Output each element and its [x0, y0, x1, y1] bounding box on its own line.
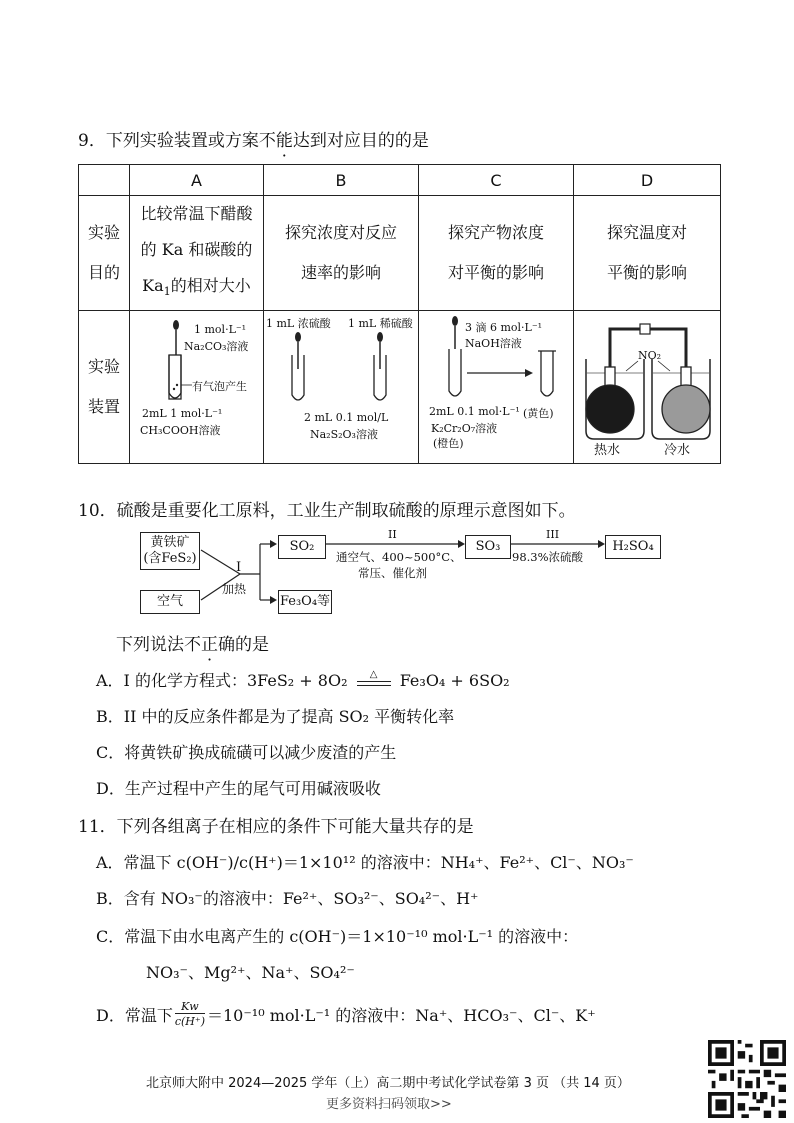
note-a: 有气泡产生 — [192, 380, 247, 394]
q10-option-d: D．生产过程中产生的尾气可用碱液吸收 — [96, 779, 381, 798]
reagent-a-name: Na₂CO₃溶液 — [184, 340, 249, 354]
box-pyrite: 黄铁矿 (含FeS₂) — [140, 532, 200, 570]
goal-d: 探究温度对 平衡的影响 — [574, 196, 721, 311]
solution-c-conc: 2mL 0.1 mol·L⁻¹ — [429, 405, 520, 419]
goal-c: 探究产物浓度 对平衡的影响 — [419, 196, 574, 311]
reagent-a-conc: 1 mol·L⁻¹ — [194, 323, 247, 337]
fraction-kw: Kw c(H⁺) — [174, 1000, 205, 1028]
q10-option-c: C．将黄铁矿换成硫磺可以减少废渣的产生 — [96, 743, 397, 762]
q10-option-a: A．I 的化学方程式：3FeS₂ + 8O₂ △ Fe₃O₄ + 6SO₂ — [96, 669, 510, 690]
apparatus-b — [264, 311, 419, 464]
step-1-label: I — [236, 560, 242, 575]
row-label-goal: 实验 目的 — [79, 196, 130, 311]
col-header-b: B — [264, 165, 419, 196]
footer-more-resources[interactable]: 更多资料扫码领取>> — [326, 1097, 452, 1112]
question-11-stem: 11．下列各组离子在相应的条件下可能大量共存的是 — [78, 817, 474, 837]
solution-a-conc: 2mL 1 mol·L⁻¹ — [142, 407, 223, 421]
q11-option-a: A．常温下 c(OH⁻)/c(H⁺)＝1×10¹² 的溶液中：NH₄⁺、Fe²⁺、Cl⁻、NO₃⁻ — [96, 853, 634, 872]
row-label-apparatus: 实验 装置 — [79, 311, 130, 464]
col-header-d: D — [574, 165, 721, 196]
step-3-label: III — [546, 528, 560, 541]
box-h2so4: H₂SO₄ — [605, 535, 661, 559]
reagent-c-name: NaOH溶液 — [465, 337, 522, 351]
experiment-table — [78, 164, 721, 464]
q11-option-d: D．常温下 Kw c(H⁺) ＝10⁻¹⁰ mol·L⁻¹ 的溶液中：Na⁺、HCO₃⁻、Cl⁻、K⁺ — [96, 1000, 596, 1028]
box-so2: SO₂ — [278, 535, 326, 559]
cold-water-label: 冷水 — [664, 443, 691, 459]
goal-a: 比较常温下醋酸 的 Ka 和碳酸的 $Ka_1$的相对大小 — [130, 196, 264, 311]
apparatus-c — [419, 311, 574, 464]
apparatus-a — [130, 311, 264, 464]
q10-option-b: B．II 中的反应条件都是为了提高 SO₂ 平衡转化率 — [96, 707, 455, 726]
solution-b-conc: 2 mL 0.1 mol/L — [304, 411, 389, 425]
box-so3: SO₃ — [465, 535, 511, 559]
col-header-c: C — [419, 165, 574, 196]
gas-label: NO₂ — [638, 349, 662, 363]
col-header-a: A — [130, 165, 264, 196]
box-fe3o4: Fe₃O₄等 — [278, 590, 332, 614]
qr-code-icon[interactable] — [708, 1040, 786, 1118]
box-air: 空气 — [140, 590, 200, 614]
apparatus-d — [574, 311, 721, 464]
q11-option-b: B．含有 NO₃⁻的溶液中：Fe²⁺、SO₃²⁻、SO₄²⁻、H⁺ — [96, 889, 479, 908]
step-2-label: II — [388, 528, 397, 541]
footer-page-info: 北京师大附中 2024—2025 学年（上）高二期中考试化学试卷第 3 页 （共 14 页） — [146, 1076, 630, 1091]
reagent-c-conc: 3 滴 6 mol·L⁻¹ — [465, 321, 543, 335]
step-2-conditions-a: 通空气、400~500°C、 — [336, 550, 462, 564]
solution-c-color: (橙色) — [433, 437, 464, 451]
step-2-conditions-b: 常压、催化剂 — [358, 566, 427, 580]
step-3-conditions: 98.3%浓硫酸 — [512, 550, 584, 564]
reagent-b-left: 1 mL 浓硫酸 — [266, 317, 331, 331]
heat-label: 加热 — [222, 582, 247, 596]
solution-b-name: Na₂S₂O₃溶液 — [310, 428, 378, 442]
solution-c-name: K₂Cr₂O₇溶液 — [431, 422, 498, 436]
q11-option-c-line1: C．常温下由水电离产生的 c(OH⁻)＝1×10⁻¹⁰ mol·L⁻¹ 的溶液中： — [96, 927, 579, 946]
question-10-stem: 10．硫酸是重要化工原料，工业生产制取硫酸的原理示意图如下。 — [78, 501, 576, 521]
table-corner-cell — [79, 165, 130, 196]
question-10-ask: 下列说法不正确的是 — [116, 635, 269, 655]
hot-water-label: 热水 — [594, 443, 621, 459]
product-c-color: (黄色) — [523, 407, 554, 421]
solution-a-name: CH₃COOH溶液 — [140, 424, 221, 438]
question-9-stem: 9．下列实验装置或方案不能达到对应目的的是 — [78, 131, 429, 151]
goal-b: 探究浓度对反应 速率的影响 — [264, 196, 419, 311]
q11-option-c-line2: NO₃⁻、Mg²⁺、Na⁺、SO₄²⁻ — [146, 963, 355, 982]
reagent-b-right: 1 mL 稀硫酸 — [348, 317, 413, 331]
